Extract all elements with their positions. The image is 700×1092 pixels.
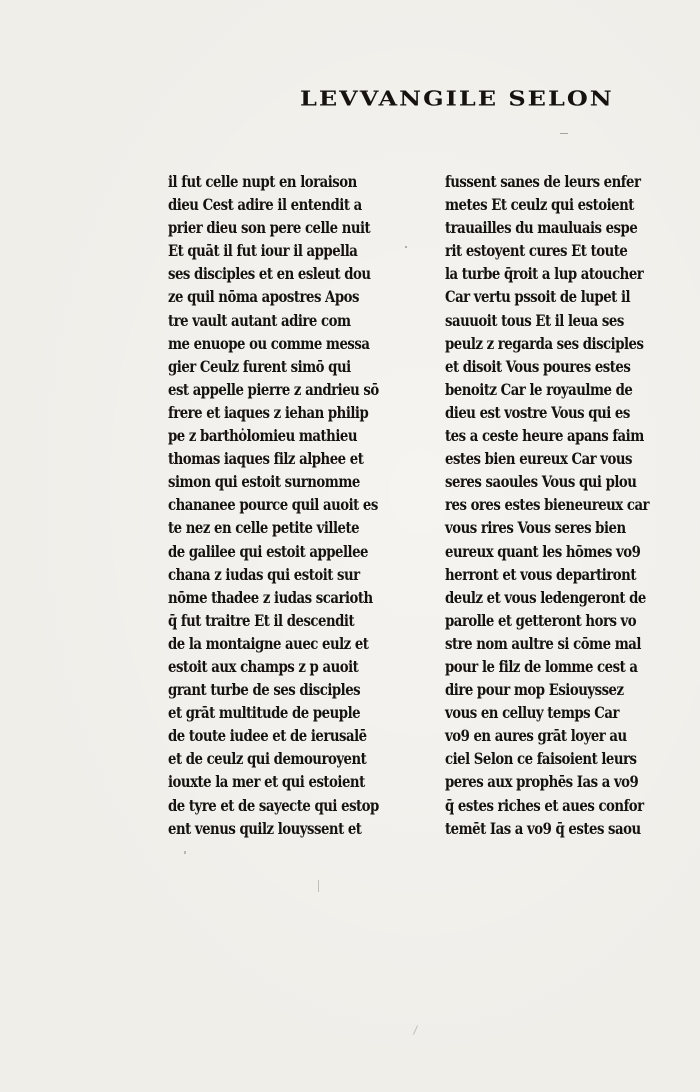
ink-speck — [560, 133, 568, 134]
text-line: me enuope ou comme messa — [168, 333, 370, 353]
right-text-column — [445, 170, 685, 840]
text-line: dieu est vostre Vous qui es — [445, 402, 630, 422]
text-line: la turbe q̄roit a lup atoucher — [445, 264, 644, 284]
text-line: estes bien eureux Car vous — [445, 449, 633, 469]
text-line: sauuoit tous Et il leua ses — [445, 310, 624, 330]
text-line: de toute iudee et de ierusalē — [168, 726, 367, 746]
text-line: benoitz Car le royaulme de — [445, 379, 633, 399]
text-line: ciel Selon ce faisoient leurs — [445, 749, 637, 769]
text-line: et disoit Vous poures estes — [445, 356, 631, 376]
text-line: seres saoules Vous qui plou — [445, 472, 637, 492]
text-line: res ores estes bieneureux car — [445, 495, 650, 515]
text-line: pour le filz de lomme cest a — [445, 656, 638, 676]
text-line: nōme thadee z iudas scarioth — [168, 587, 373, 607]
text-line: eureux quant les hōmes vo9 — [445, 541, 641, 561]
text-line: de tyre et de sayecte qui estop — [168, 795, 379, 815]
text-line: ent venus quilz louyssent et — [168, 818, 362, 838]
text-line: iouxte la mer et qui estoient — [168, 772, 365, 792]
text-line: vous en celluy temps Car — [445, 703, 619, 723]
text-line: il fut celle nupt en loraison — [168, 172, 357, 191]
text-line: est appelle pierre z andrieu sō — [168, 379, 379, 399]
text-line: rit estoyent cures Et toute — [445, 241, 628, 261]
ink-speck — [318, 880, 319, 892]
text-line: et de ceulz qui demouroyent — [168, 749, 367, 769]
text-line: tes a ceste heure apans faim — [445, 426, 644, 446]
ink-speck — [405, 246, 407, 248]
text-line: ze quil nōma apostres Apos — [168, 287, 360, 307]
text-line: Et quāt il fut iour il appella — [168, 241, 358, 261]
text-line: deulz et vous ledengeront de — [445, 587, 646, 607]
text-line: estoit aux champs z p auoit — [168, 656, 359, 676]
text-line: vo9 en aures grāt loyer au — [445, 726, 627, 746]
text-line: et grāt multitude de peuple — [168, 703, 361, 723]
text-line: gier Ceulz furent simō qui — [168, 356, 351, 376]
text-line: parolle et getteront hors vo — [445, 610, 637, 630]
text-line: q̄ fut traitre Et il descendit — [168, 610, 355, 630]
text-line: grant turbe de ses disciples — [168, 680, 361, 700]
running-head: LEVVANGILE SELON — [300, 86, 614, 111]
text-line: frere et iaques z iehan philip — [168, 402, 369, 422]
text-line: q̄ estes riches et aues confor — [445, 795, 644, 815]
text-line: dire pour mop Esiouyssez — [445, 680, 624, 700]
text-line: stre nom aultre si cōme mal — [445, 633, 641, 653]
text-line: trauailles du mauluais espe — [445, 218, 638, 238]
text-line: de la montaigne auec eulz et — [168, 633, 369, 653]
text-line: fussent sanes de leurs enfer — [445, 172, 641, 191]
text-line: prier dieu son pere celle nuit — [168, 218, 371, 238]
text-line: pe z barthȯlomieu mathieu — [168, 426, 357, 446]
text-line: chananee pource quil auoit es — [168, 495, 378, 515]
text-line: thomas iaques filz alphee et — [168, 449, 364, 469]
text-line: herront et vous departiront — [445, 564, 636, 584]
text-line: tre vault autant adire com — [168, 310, 351, 330]
text-line: Car vertu pssoit de lupet il — [445, 287, 631, 307]
text-line: vous rires Vous seres bien — [445, 518, 626, 538]
left-text-column — [168, 170, 408, 840]
text-line: simon qui estoit surnomme — [168, 472, 360, 492]
text-line: temēt Ias a vo9 q̄ estes saou — [445, 818, 641, 838]
text-line: peulz z regarda ses disciples — [445, 333, 644, 353]
text-line: te nez en celle petite villete — [168, 518, 360, 538]
text-line: de galilee qui estoit appellee — [168, 541, 368, 561]
text-line: ses disciples et en esleut dou — [168, 264, 371, 284]
text-line: metes Et ceulz qui estoient — [445, 195, 634, 215]
text-line: peres aux prophēs Ias a vo9 — [445, 772, 639, 792]
text-line: dieu Cest adire il entendit a — [168, 195, 362, 215]
ink-speck — [184, 851, 186, 854]
ink-speck — [413, 1025, 418, 1034]
text-line: chana z iudas qui estoit sur — [168, 564, 360, 584]
